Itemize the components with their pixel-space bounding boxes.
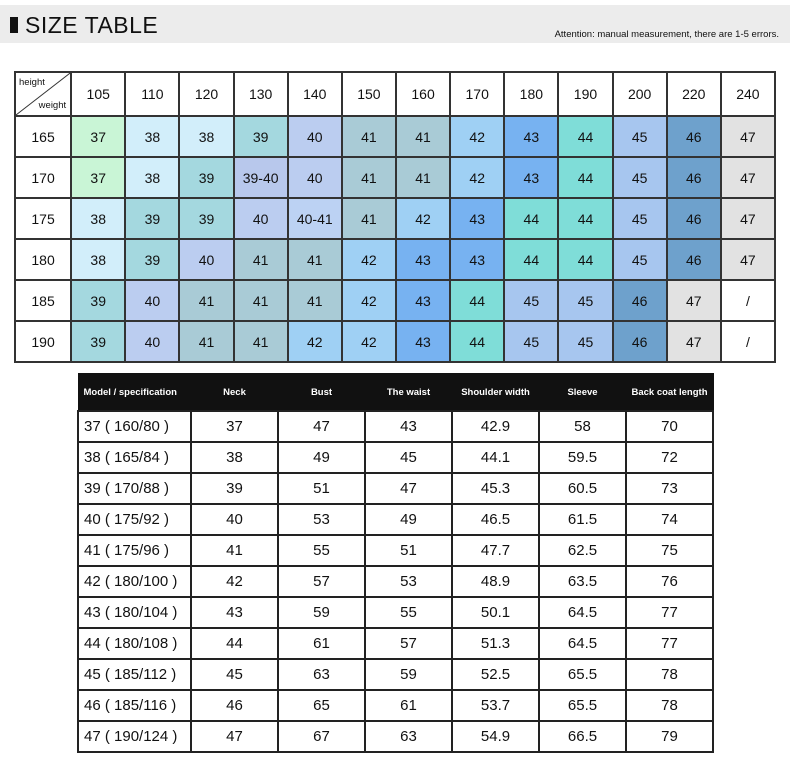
- spec-value-cell: 65.5: [539, 690, 626, 721]
- spec-value-cell: 63: [278, 659, 365, 690]
- spec-value-cell: 45.3: [452, 473, 539, 504]
- spec-value-cell: 61: [278, 628, 365, 659]
- size-cell: 40-41: [288, 198, 342, 239]
- size-cell: 42: [450, 157, 504, 198]
- spec-value-cell: 70: [626, 411, 713, 442]
- size-cell: 41: [342, 157, 396, 198]
- spec-value-cell: 42: [191, 566, 278, 597]
- spec-value-cell: 63: [365, 721, 452, 752]
- size-cell: 43: [396, 321, 450, 362]
- spec-value-cell: 51: [365, 535, 452, 566]
- spec-value-cell: 62.5: [539, 535, 626, 566]
- spec-column-header: Model / specification: [78, 374, 191, 412]
- spec-model-cell: 38 ( 165/84 ): [78, 442, 191, 473]
- spec-model-cell: 39 ( 170/88 ): [78, 473, 191, 504]
- spec-value-cell: 38: [191, 442, 278, 473]
- size-cell: 41: [234, 321, 288, 362]
- size-cell: 40: [179, 239, 233, 280]
- spec-model-cell: 42 ( 180/100 ): [78, 566, 191, 597]
- spec-value-cell: 39: [191, 473, 278, 504]
- size-cell: 41: [342, 198, 396, 239]
- column-header-height: 200: [613, 72, 667, 116]
- spec-value-cell: 65.5: [539, 659, 626, 690]
- spec-column-header: Sleeve: [539, 374, 626, 412]
- grid-corner: [15, 72, 71, 116]
- grid-row: [15, 239, 775, 280]
- row-header-weight: 175: [15, 198, 71, 239]
- spec-value-cell: 49: [278, 442, 365, 473]
- spec-value-cell: 66.5: [539, 721, 626, 752]
- spec-value-cell: 53: [365, 566, 452, 597]
- size-cell: 46: [613, 280, 667, 321]
- spec-column-header: Neck: [191, 374, 278, 412]
- size-cell: 45: [558, 321, 612, 362]
- spec-value-cell: 46: [191, 690, 278, 721]
- grid-row: [15, 116, 775, 157]
- column-header-height: 160: [396, 72, 450, 116]
- size-cell: 41: [288, 280, 342, 321]
- size-cell: 41: [288, 239, 342, 280]
- size-cell: 46: [667, 157, 721, 198]
- spec-table: [77, 373, 714, 753]
- spec-value-cell: 51.3: [452, 628, 539, 659]
- size-cell: 40: [125, 321, 179, 362]
- spec-value-cell: 55: [365, 597, 452, 628]
- spec-value-cell: 43: [191, 597, 278, 628]
- size-cell: 41: [179, 280, 233, 321]
- spec-row: [78, 690, 713, 721]
- size-cell: 41: [396, 116, 450, 157]
- spec-value-cell: 60.5: [539, 473, 626, 504]
- spec-row: [78, 566, 713, 597]
- column-header-height: 105: [71, 72, 125, 116]
- spec-model-cell: 41 ( 175/96 ): [78, 535, 191, 566]
- spec-value-cell: 50.1: [452, 597, 539, 628]
- size-cell: 45: [558, 280, 612, 321]
- size-cell: 42: [288, 321, 342, 362]
- spec-value-cell: 74: [626, 504, 713, 535]
- spec-value-cell: 52.5: [452, 659, 539, 690]
- size-cell: 39: [71, 321, 125, 362]
- size-cell: 41: [234, 280, 288, 321]
- spec-row: [78, 411, 713, 442]
- spec-column-header: The waist: [365, 374, 452, 412]
- spec-value-cell: 64.5: [539, 628, 626, 659]
- spec-value-cell: 57: [365, 628, 452, 659]
- spec-value-cell: 44: [191, 628, 278, 659]
- spec-value-cell: 77: [626, 597, 713, 628]
- size-cell: 38: [71, 198, 125, 239]
- row-header-weight: 180: [15, 239, 71, 280]
- row-header-weight: 190: [15, 321, 71, 362]
- size-cell: 37: [71, 157, 125, 198]
- spec-model-cell: 40 ( 175/92 ): [78, 504, 191, 535]
- column-header-height: 150: [342, 72, 396, 116]
- spec-value-cell: 67: [278, 721, 365, 752]
- column-header-height: 130: [234, 72, 288, 116]
- spec-value-cell: 47: [191, 721, 278, 752]
- spec-value-cell: 76: [626, 566, 713, 597]
- size-cell: 39: [125, 239, 179, 280]
- spec-value-cell: 44.1: [452, 442, 539, 473]
- size-cell: 40: [125, 280, 179, 321]
- spec-value-cell: 59.5: [539, 442, 626, 473]
- spec-value-cell: 77: [626, 628, 713, 659]
- size-cell: 46: [667, 239, 721, 280]
- spec-row: [78, 597, 713, 628]
- size-grid: [14, 71, 776, 363]
- size-cell: 43: [450, 239, 504, 280]
- size-cell: 45: [613, 157, 667, 198]
- spec-value-cell: 40: [191, 504, 278, 535]
- size-cell: 44: [450, 321, 504, 362]
- spec-value-cell: 49: [365, 504, 452, 535]
- spec-row: [78, 504, 713, 535]
- spec-row: [78, 659, 713, 690]
- row-header-weight: 170: [15, 157, 71, 198]
- column-header-height: 120: [179, 72, 233, 116]
- size-cell: 44: [558, 116, 612, 157]
- size-cell: 43: [504, 116, 558, 157]
- spec-value-cell: 75: [626, 535, 713, 566]
- grid-row: [15, 321, 775, 362]
- size-cell: 45: [504, 280, 558, 321]
- spec-value-cell: 63.5: [539, 566, 626, 597]
- corner-weight-label: weight: [38, 100, 67, 111]
- measurement-note: Attention: manual measurement, there are 1-5 errors.: [554, 29, 779, 40]
- page-header: [0, 5, 790, 43]
- size-cell: 39: [179, 157, 233, 198]
- spec-value-cell: 48.9: [452, 566, 539, 597]
- row-header-weight: 165: [15, 116, 71, 157]
- spec-row: [78, 535, 713, 566]
- spec-model-cell: 37 ( 160/80 ): [78, 411, 191, 442]
- spec-value-cell: 53.7: [452, 690, 539, 721]
- size-cell: 37: [71, 116, 125, 157]
- corner-height-label: height: [19, 77, 45, 88]
- grid-row: [15, 157, 775, 198]
- spec-column-header: Bust: [278, 374, 365, 412]
- spec-value-cell: 73: [626, 473, 713, 504]
- spec-value-cell: 65: [278, 690, 365, 721]
- size-cell: 43: [396, 280, 450, 321]
- spec-row: [78, 473, 713, 504]
- spec-value-cell: 47.7: [452, 535, 539, 566]
- spec-value-cell: 64.5: [539, 597, 626, 628]
- spec-value-cell: 58: [539, 411, 626, 442]
- spec-value-cell: 51: [278, 473, 365, 504]
- size-cell: 40: [288, 116, 342, 157]
- grid-header-row: [15, 72, 775, 116]
- spec-value-cell: 37: [191, 411, 278, 442]
- column-header-height: 220: [667, 72, 721, 116]
- size-cell: 38: [179, 116, 233, 157]
- size-cell: 47: [721, 157, 775, 198]
- spec-value-cell: 53: [278, 504, 365, 535]
- spec-row: [78, 442, 713, 473]
- spec-model-cell: 47 ( 190/124 ): [78, 721, 191, 752]
- size-cell: 47: [721, 239, 775, 280]
- size-cell: 44: [450, 280, 504, 321]
- grid-row: [15, 280, 775, 321]
- spec-column-header: Back coat length: [626, 374, 713, 412]
- grid-row: [15, 198, 775, 239]
- spec-value-cell: 72: [626, 442, 713, 473]
- spec-model-cell: 45 ( 185/112 ): [78, 659, 191, 690]
- spec-value-cell: 78: [626, 690, 713, 721]
- size-cell: 46: [667, 116, 721, 157]
- spec-value-cell: 59: [278, 597, 365, 628]
- spec-model-cell: 46 ( 185/116 ): [78, 690, 191, 721]
- page-title: SIZE TABLE: [25, 12, 159, 38]
- spec-value-cell: 41: [191, 535, 278, 566]
- size-cell: 47: [721, 198, 775, 239]
- spec-model-cell: 44 ( 180/108 ): [78, 628, 191, 659]
- size-cell: 41: [396, 157, 450, 198]
- title-marker: [10, 17, 18, 33]
- spec-row: [78, 721, 713, 752]
- size-cell: 46: [613, 321, 667, 362]
- column-header-height: 170: [450, 72, 504, 116]
- size-cell: 45: [613, 116, 667, 157]
- size-cell: 39: [125, 198, 179, 239]
- spec-row: [78, 628, 713, 659]
- spec-value-cell: 61.5: [539, 504, 626, 535]
- size-cell: 44: [558, 157, 612, 198]
- size-cell: 42: [396, 198, 450, 239]
- size-cell: 43: [450, 198, 504, 239]
- spec-value-cell: 57: [278, 566, 365, 597]
- size-cell: 39: [179, 198, 233, 239]
- size-cell: 39: [234, 116, 288, 157]
- spec-column-header: Shoulder width: [452, 374, 539, 412]
- size-cell: 45: [613, 198, 667, 239]
- column-header-height: 240: [721, 72, 775, 116]
- size-cell: 47: [667, 280, 721, 321]
- spec-model-cell: 43 ( 180/104 ): [78, 597, 191, 628]
- size-cell: 44: [504, 198, 558, 239]
- size-cell: /: [721, 280, 775, 321]
- spec-value-cell: 78: [626, 659, 713, 690]
- size-cell: 44: [558, 198, 612, 239]
- size-cell: 38: [125, 157, 179, 198]
- size-cell: 45: [504, 321, 558, 362]
- size-cell: 43: [396, 239, 450, 280]
- column-header-height: 110: [125, 72, 179, 116]
- size-cell: 45: [613, 239, 667, 280]
- size-cell: 42: [450, 116, 504, 157]
- size-cell: 41: [342, 116, 396, 157]
- spec-value-cell: 46.5: [452, 504, 539, 535]
- spec-value-cell: 54.9: [452, 721, 539, 752]
- spec-value-cell: 55: [278, 535, 365, 566]
- size-cell: 38: [71, 239, 125, 280]
- size-cell: 42: [342, 239, 396, 280]
- spec-value-cell: 47: [278, 411, 365, 442]
- size-cell: 41: [179, 321, 233, 362]
- column-header-height: 140: [288, 72, 342, 116]
- size-cell: /: [721, 321, 775, 362]
- size-cell: 44: [558, 239, 612, 280]
- spec-value-cell: 47: [365, 473, 452, 504]
- size-cell: 39: [71, 280, 125, 321]
- size-cell: 39-40: [234, 157, 288, 198]
- spec-header-row: [78, 374, 713, 412]
- size-cell: 40: [234, 198, 288, 239]
- spec-value-cell: 61: [365, 690, 452, 721]
- size-cell: 42: [342, 280, 396, 321]
- size-cell: 43: [504, 157, 558, 198]
- size-cell: 44: [504, 239, 558, 280]
- row-header-weight: 185: [15, 280, 71, 321]
- size-cell: 42: [342, 321, 396, 362]
- size-cell: 47: [667, 321, 721, 362]
- size-cell: 40: [288, 157, 342, 198]
- spec-value-cell: 79: [626, 721, 713, 752]
- spec-value-cell: 42.9: [452, 411, 539, 442]
- size-cell: 41: [234, 239, 288, 280]
- size-cell: 38: [125, 116, 179, 157]
- spec-value-cell: 45: [365, 442, 452, 473]
- spec-value-cell: 59: [365, 659, 452, 690]
- spec-value-cell: 43: [365, 411, 452, 442]
- size-cell: 46: [667, 198, 721, 239]
- size-cell: 47: [721, 116, 775, 157]
- column-header-height: 180: [504, 72, 558, 116]
- spec-value-cell: 45: [191, 659, 278, 690]
- column-header-height: 190: [558, 72, 612, 116]
